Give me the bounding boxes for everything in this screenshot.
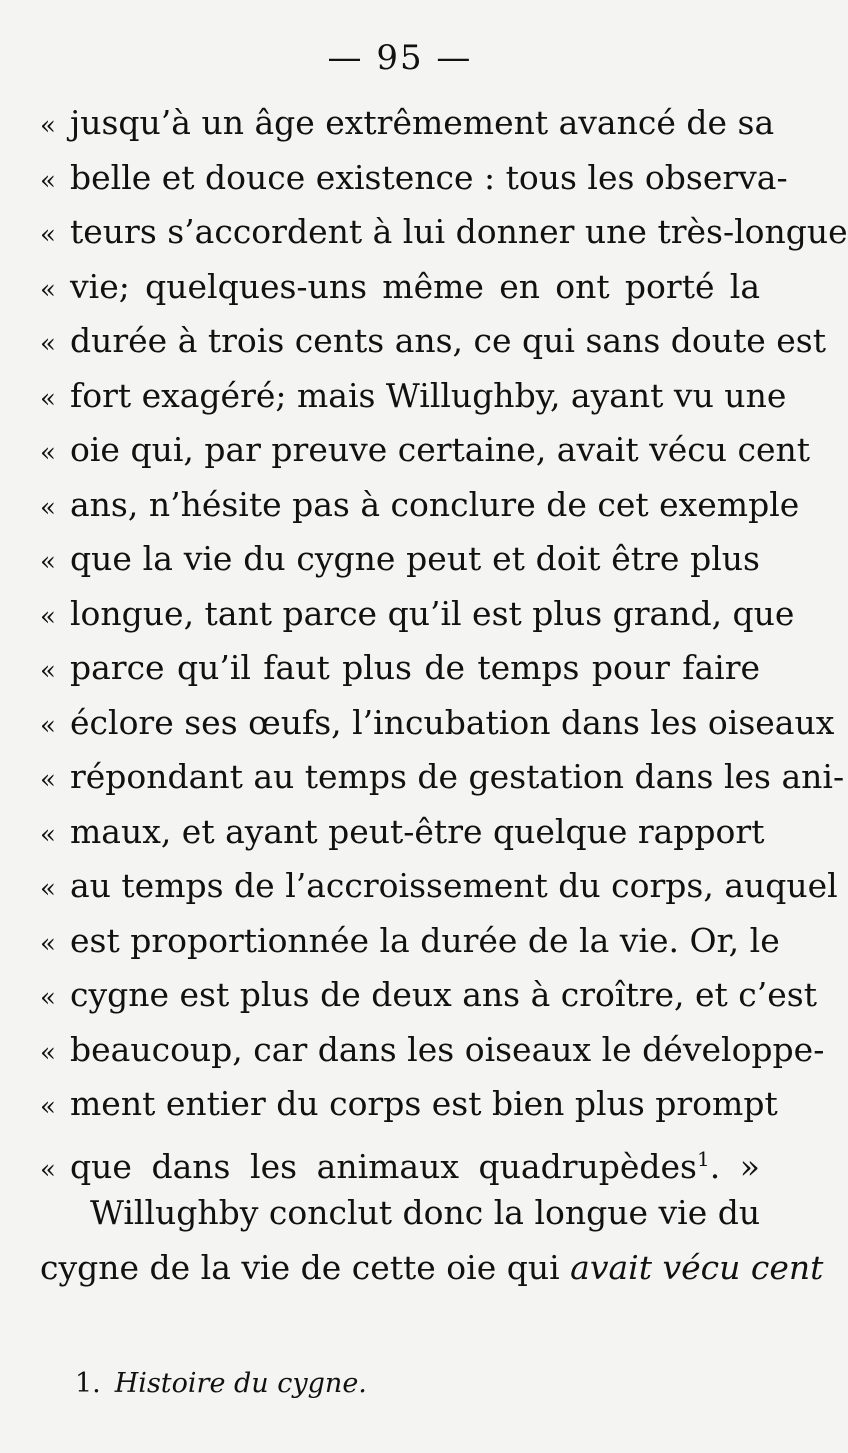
text-line xyxy=(40,587,795,642)
line-text: maux, et ayant peut-être quelque rapport xyxy=(70,811,765,851)
footnote-number: 1. xyxy=(75,1368,101,1399)
quote-mark: « xyxy=(40,329,56,359)
line-text: répondant au temps de gestation dans les ani- xyxy=(70,757,845,796)
line-text: beaucoup, car dans les oiseaux le développe- xyxy=(70,1029,825,1069)
body-text xyxy=(40,96,848,1295)
quote-mark: « xyxy=(40,983,56,1013)
quote-mark: « xyxy=(40,220,56,250)
quote-mark: « xyxy=(40,111,56,141)
text-line xyxy=(40,1132,760,1187)
line-text: éclore ses œufs, l’incubation dans les oiseaux xyxy=(70,702,835,742)
text-line xyxy=(40,260,760,315)
line-text: au temps de l’accroissement du corps, auquel xyxy=(70,866,838,905)
quote-mark: « xyxy=(40,547,56,577)
line-text: belle et douce existence : tous les observa- xyxy=(70,157,788,197)
quote-mark: « xyxy=(40,601,56,632)
quote-mark: « xyxy=(40,928,56,959)
line-text: ans, n’hésite pas à conclure de cet exemple xyxy=(70,484,800,524)
quote-mark: « xyxy=(40,710,56,741)
line-text: ment entier du corps est bien plus prompt xyxy=(70,1084,778,1123)
text-line xyxy=(40,1241,824,1296)
footnote xyxy=(75,1368,367,1399)
line-text: oie qui, par preuve certaine, avait vécu cent xyxy=(70,430,811,469)
line-text: cygne est plus de deux ans à croître, et c’est xyxy=(70,975,817,1014)
line-text: cygne de la vie de cette oie qui xyxy=(40,1247,571,1287)
quote-mark: « xyxy=(40,765,56,795)
line-tail: . » xyxy=(709,1146,760,1186)
text-line xyxy=(40,205,848,260)
text-line xyxy=(40,859,838,914)
text-line xyxy=(40,96,775,151)
quote-mark: « xyxy=(40,1037,56,1068)
quote-mark: « xyxy=(40,383,56,414)
text-line xyxy=(40,914,780,969)
line-text: jusqu’à un âge extrêmement avancé de sa xyxy=(70,103,775,142)
page-number: — 95 — xyxy=(327,38,473,78)
text-line xyxy=(40,968,817,1023)
quote-mark: « xyxy=(40,819,56,850)
line-text: que dans les animaux quadrupèdes xyxy=(70,1146,697,1186)
quote-mark: « xyxy=(40,165,56,196)
line-text: parce qu’il faut plus de temps pour faire xyxy=(70,648,760,687)
quote-mark: « xyxy=(40,656,56,686)
footnote-text: Histoire du cygne. xyxy=(114,1368,367,1399)
text-line xyxy=(40,1077,778,1132)
line-text: Willughby conclut donc la longue vie du xyxy=(90,1193,761,1232)
line-text: durée à trois cents ans, ce qui sans doute est xyxy=(70,321,827,360)
text-line xyxy=(40,532,760,587)
text-line xyxy=(40,423,811,478)
quote-mark: « xyxy=(40,492,56,523)
quote-mark: « xyxy=(40,438,56,468)
text-line xyxy=(40,750,845,805)
text-line xyxy=(40,314,827,369)
footnote-ref: 1 xyxy=(697,1146,710,1171)
line-text: est proportionnée la durée de la vie. Or, le xyxy=(70,920,780,960)
text-line xyxy=(40,369,787,424)
text-line xyxy=(40,696,835,751)
quote-mark: « xyxy=(40,874,56,904)
quote-mark: « xyxy=(40,1154,56,1185)
quote-mark: « xyxy=(40,274,56,305)
line-text: vie; quelques-uns même en ont porté la xyxy=(70,266,760,306)
line-text: que la vie du cygne peut et doit être plus xyxy=(70,539,760,578)
quote-mark: « xyxy=(40,1092,56,1122)
text-line xyxy=(40,805,765,860)
line-text: teurs s’accordent à lui donner une très-longue xyxy=(70,212,848,251)
text-line xyxy=(40,1186,760,1241)
text-line xyxy=(40,1023,825,1078)
line-text: fort exagéré; mais Willughby, ayant vu une xyxy=(70,375,787,415)
text-line xyxy=(40,478,800,533)
text-line xyxy=(40,641,760,696)
line-text: longue, tant parce qu’il est plus grand, que xyxy=(70,593,795,633)
italic-text: avait vécu cent xyxy=(570,1247,824,1287)
text-line xyxy=(40,151,788,206)
